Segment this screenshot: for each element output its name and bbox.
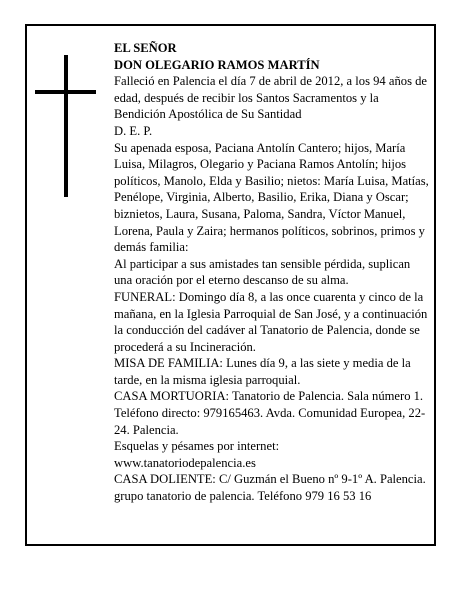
title-line-1: EL SEÑOR [114,41,177,55]
mortuary-paragraph: CASA MORTUORIA: Tanatorio de Palencia. Sala número 1. Teléfono directo: 979165463. Avda. Comunidad Europea, 22-24. Palencia. [114,389,426,437]
request-paragraph: Al participar a sus amistades tan sensible pérdida, suplican una oración por el eterno descanso de su alma. [114,256,411,288]
cross-icon [64,55,68,197]
death-paragraph: Falleció en Palencia el día 7 de abril de 2012, a los 94 años de edad, después de recibir los Santos Sacramentos y la Bendición Apostólica de Su Santidad [114,74,427,122]
cross-icon-arm [35,90,96,94]
mass-paragraph: MISA DE FAMILIA: Lunes día 9, a las siete y media de la tarde, en la misma iglesia parroquial. [114,356,411,387]
footer-line: grupo tanatorio de palencia. Teléfono 979 16 53 16 [114,489,372,504]
obituary-text [114,40,430,505]
internet-label: Esquelas y pésames por internet: [114,439,280,454]
internet-url: www.tanatoriodepalencia.es [114,455,256,470]
deceased-name: DON OLEGARIO RAMOS MARTÍN [114,57,320,72]
family-paragraph: Su apenada esposa, Paciana Antolín Cantero; hijos, María Luisa, Milagros, Olegario y Paciana Ramos Antolín; hijos políticos, Manolo, Elda y Basilio; nietos: María Luisa, Matías, Penélope, Virginia, Alberto, Basilio, Erika, Diana y Oscar; biznietos, Laura, Susana, Paloma, Sandra, Víctor Manuel, Lorena, Paula y Zaira; hermanos políticos, sobrinos, primos y demás familia: [114,140,429,255]
dep-line: D. E. P. [114,123,153,138]
funeral-paragraph: FUNERAL: Domingo día 8, a las once cuarenta y cinco de la mañana, en la Iglesia Parroquial de San José, y a continuación la conducción del cadáver al Tanatorio de Palencia, donde se procederá a su Incineración. [114,289,428,354]
casa-doliente-paragraph: CASA DOLIENTE: C/ Guzmán el Bueno nº 9-1º A. Palencia. [114,472,426,487]
